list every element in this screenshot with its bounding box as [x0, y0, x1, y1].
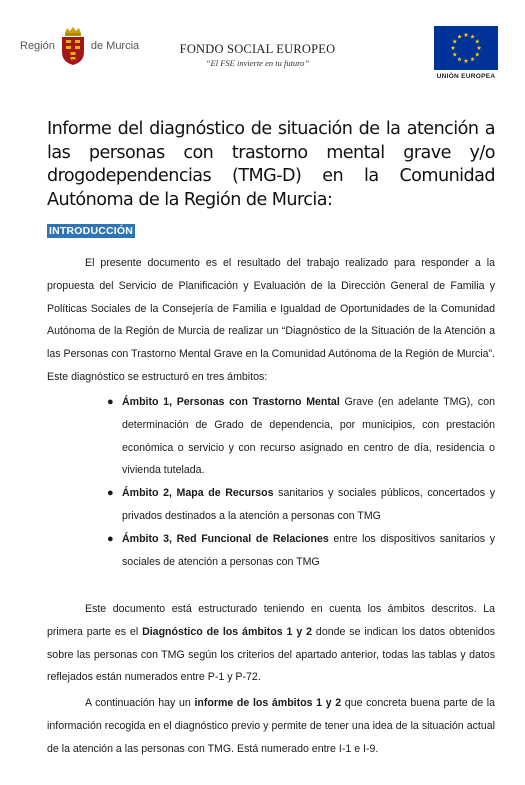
eu-label: UNIÓN EUROPEA — [436, 73, 496, 80]
fse-motto: “El FSE invierte en tu futuro” — [205, 58, 310, 68]
eu-flag-icon — [434, 26, 498, 70]
paragraph-bold: Diagnóstico de los ámbitos 1 y 2 — [142, 625, 313, 638]
list-item-ambito-2 — [47, 482, 495, 528]
intro-paragraph-1: El presente documento es el resultado del trabajo realizado para responder a la propuesta del Servicio de Planificación y Evaluación de la Dirección General de Familia y Políticas Sociales de la Consejería de Familia e Igualdad de Oportunidades de la Comunidad Autónoma de la Región de Murcia de realizar un “Diagnóstico de la Situación de la Atención a las Personas con Trastorno Mental Grave en la Comunidad Autónoma de la Región de Murcia”. Este diagnóstico se estructuró en tres ámbitos: — [47, 257, 495, 383]
ambitos-list — [47, 391, 495, 573]
region-logo-text-left: Región — [20, 40, 55, 52]
list-item-bold: Ámbito 3, Red Funcional de Relaciones — [122, 532, 329, 545]
bullet-icon: ● — [107, 396, 114, 408]
paragraph-text: donde se indican los datos obtenidos sobre las personas con TMG según los criterios del apartado anterior, todas las tablas y datos reflejados están numerados entre P-1 y P-72. — [47, 625, 496, 684]
document-title: Informe del diagnóstico de situación de la atención a las personas con trastorno mental grave y/o drogodependencias (TMG-D) en la Comunidad Autónoma de la Región de Murcia: — [47, 119, 495, 210]
list-item-text: sanitarios y sociales públicos, concertados y privados destinados a la atención a personas con TMG — [122, 487, 495, 522]
region-logo-text-right: de Murcia — [90, 40, 140, 52]
paragraph-text: que concreta buena parte de la información recogida en el diagnóstico previo y permite de tener una idea de la situación actual de la atención a las personas con TMG. Está numerado entre I-1 e I-9. — [47, 697, 495, 755]
bullet-icon: ● — [107, 532, 114, 545]
murcia-coat-of-arms-icon — [60, 26, 86, 66]
list-item-ambito-1 — [47, 391, 495, 482]
list-item-ambito-3 — [47, 528, 495, 574]
list-item-text: entre los dispositivos sanitarios y sociales de atención a personas con TMG — [122, 532, 495, 568]
list-item-text: Grave (en adelante TMG), con determinación de Grado de dependencia, por municipios, con prestación económica o servicio y con recurso asignado en centro de día, residencia o vivienda tutelada. — [122, 396, 495, 477]
region-de-murcia-logo — [20, 26, 139, 66]
intro-paragraph-2 — [47, 598, 495, 689]
list-item-bold: Ámbito 2, Mapa de Recursos — [122, 487, 274, 500]
paragraph-text: A continuación hay un — [85, 697, 195, 709]
list-item-bold: Ámbito 1, Personas con Trastorno Mental — [122, 396, 340, 408]
intro-paragraph-3 — [47, 692, 495, 760]
section-heading-introduccion: INTRODUCCIÓN — [49, 225, 134, 237]
paragraph-text: Este documento está estructurado teniendo en cuenta los ámbitos descritos. La primera parte es el — [47, 603, 495, 638]
paragraph-bold: informe de los ámbitos 1 y 2 — [194, 697, 342, 709]
bullet-icon: ● — [107, 487, 114, 500]
fse-title: FONDO SOCIAL EUROPEO — [179, 42, 336, 56]
fse-logo-block — [160, 42, 355, 68]
page-header — [0, 0, 525, 95]
eu-logo-block — [432, 26, 500, 80]
